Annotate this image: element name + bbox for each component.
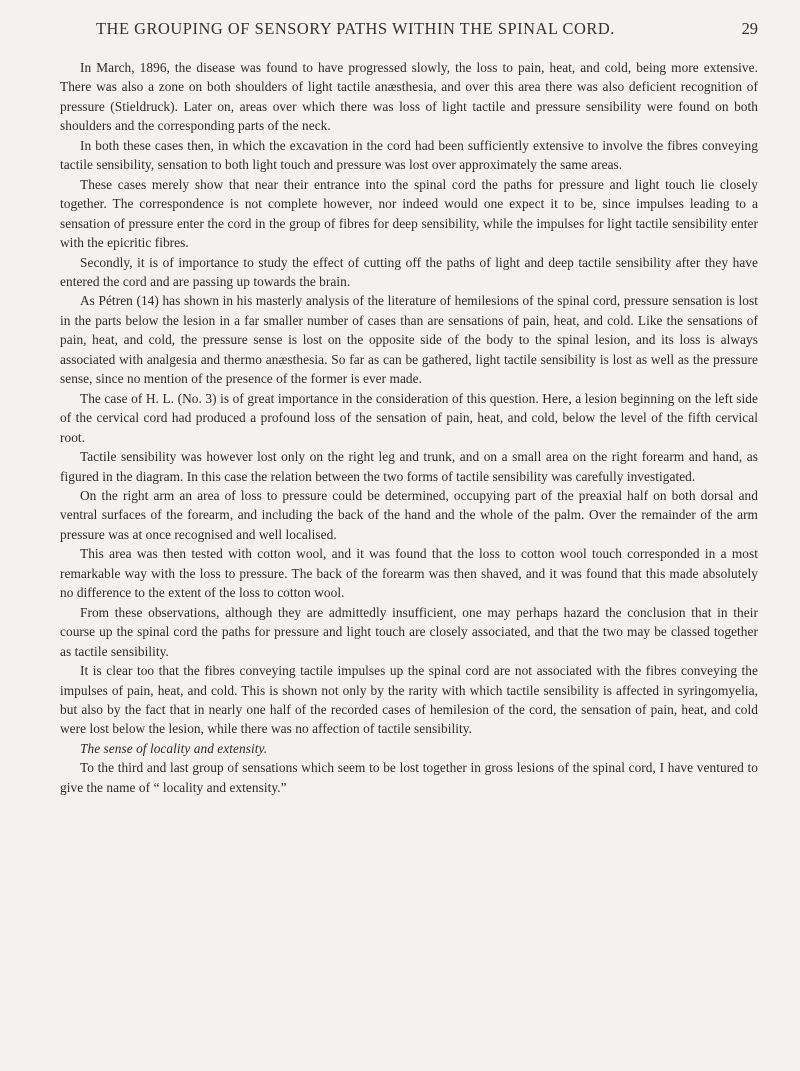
paragraph: From these observations, although they are admittedly insufficient, one may perhaps hazard the conclusion that in their course up the spinal cord the paths for pressure and light touch are closely associated, and that the two may be classed together as tactile sensibility. (60, 604, 758, 659)
paragraph: Tactile sensibility was however lost only on the right leg and trunk, and on a small area on the right forearm and hand, as figured in the diagram. In this case the relation between the two forms of tactile sensibility was carefully investigated. (60, 449, 758, 484)
paragraph: It is clear too that the fibres conveying tactile impulses up the spinal cord are not associated with the fibres conveying the impulses of pain, heat, and cold. This is shown not only by the rarity with which tactile sensibility is affected in syringomyelia, but also by the fact that in nearly one half of the recorded cases of hemilesion of the cord, the sensation of pain, heat, and cold were lost below the lesion, while there was no affection of tactile sensibility. (60, 663, 758, 737)
paragraph: On the right arm an area of loss to pressure could be determined, occupying part of the preaxial half on both dorsal and ventral surfaces of the forearm, and including the back of the hand and the whole of the palm. Over the remainder of the arm pressure was at once recognised and well localised. (60, 487, 758, 542)
paragraph: This area was then tested with cotton wool, and it was found that the loss to cotton wool touch corresponded in a most remarkable way with the loss to pressure. The back of the forearm was then shaved, and it was found that this made absolutely no difference to the extent of the loss to cotton wool. (60, 546, 758, 601)
section-heading: The sense of locality and extensity. (80, 740, 268, 756)
paragraph: As Pétren (14) has shown in his masterly analysis of the literature of hemilesions of the spinal cord, pressure sensation is lost in the parts below the lesion in a far smaller number of cases than are sensations of pain, heat, and cold. Like the sensations of pain, heat, and cold, the pressure sense is lost on the opposite side of the body to the spinal lesion, and its loss is always associated with analgesia and thermo anæsthesia. So far as can be gathered, light tactile sensibility is lost as well as the pressure sense, since no mention of the presence of the former is ever made. (60, 293, 758, 387)
paragraph: Secondly, it is of importance to study the effect of cutting off the paths of light and deep tactile sensibility after they have entered the cord and are passing up towards the brain. (60, 254, 758, 289)
paragraph: In March, 1896, the disease was found to have progressed slowly, the loss to pain, heat, and cold, being more extensive. There was also a zone on both shoulders of light tactile anæsthesia, and over this area there was also deficient recognition of pressure (Stieldruck). Later on, areas over which there was loss of light tactile and pressure sensibility were found on both shoulders and the corresponding parts of the neck. (60, 60, 758, 134)
paragraph: These cases merely show that near their entrance into the spinal cord the paths for pressure and light touch lie closely together. The correspondence is not complete however, nor indeed would one expect it to be, since impulses leading to a sensation of pressure enter the cord in the group of fibres for deep sensibility, while the impulses for light tactile sensibility enter with the epicritic fibres. (60, 176, 758, 251)
paragraph: The case of H. L. (No. 3) is of great importance in the consideration of this question. Here, a lesion beginning on the left side of the cervical cord had produced a profound loss of the sensation of pain, heat, and cold, below the level of the fifth cervical root. (60, 390, 758, 445)
running-head (60, 0, 758, 58)
paragraph: To the third and last group of sensations which seem to be lost together in gross lesions of the spinal cord, I have ventured to give the name of “ locality and extensity.” (60, 760, 758, 795)
paragraph: In both these cases then, in which the excavation in the cord had been sufficiently extensive to involve the fibres conveying tactile sensibility, sensation to both light touch and pressure was lost over approximately the same areas. (60, 137, 758, 173)
page-number: 29 (741, 19, 758, 38)
body-text (60, 58, 758, 797)
running-title: THE GROUPING OF SENSORY PATHS WITHIN THE SPINAL CORD. (96, 19, 615, 38)
